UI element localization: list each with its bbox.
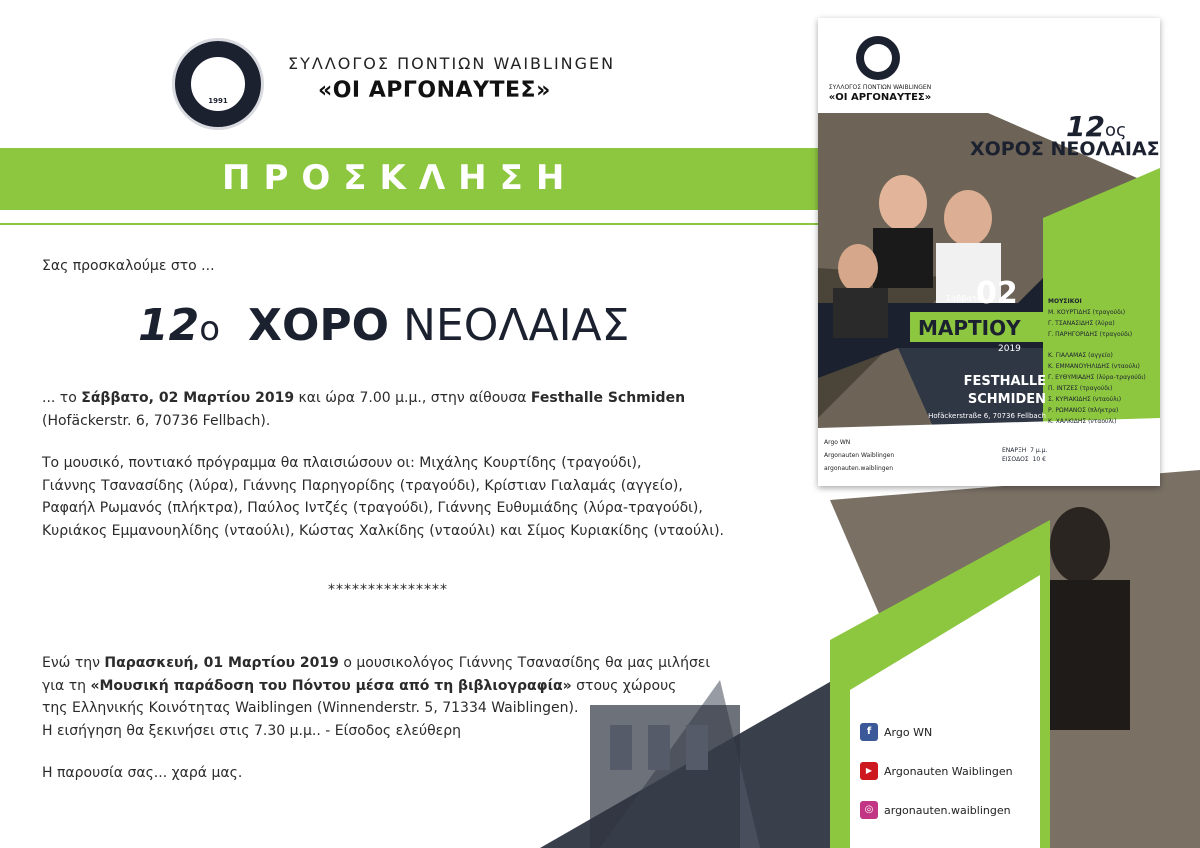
p3-topic: «Μουσική παράδοση του Πόντου μέσα από τη βιβλιογραφία» [90, 677, 572, 694]
poster-musician: Κ. ΧΑΛΚΙΔΗΣ (νταούλι) [1048, 418, 1117, 425]
org-name: «ΟΙ ΑΡΓΟΝΑΥΤΕΣ» [318, 78, 551, 103]
intro-text: Σας προσκαλούμε στο ... [42, 258, 215, 274]
p3-date: Παρασκευή, 01 Μαρτίου 2019 [104, 655, 339, 671]
poster-musician: Γ. ΤΣΑΝΑΣΙΔΗΣ (λύρα) [1048, 320, 1115, 327]
event-number: 12 [138, 300, 200, 351]
facebook-icon: f [860, 723, 878, 741]
separator-stars: *************** [328, 582, 448, 598]
social-label: Argonauten Waiblingen [884, 764, 1013, 778]
poster-musician: Σ. ΚΥΡΙΑΚΙΔΗΣ (νταούλι) [1048, 396, 1122, 403]
poster-musicians [1048, 296, 1158, 427]
closing-text: Η παρουσία σας... χαρά μας. [42, 765, 243, 781]
event-poster [818, 18, 1160, 486]
poster-musician: Γ. ΕΥΘΥΜΙΑΔΗΣ (λύρα-τραγούδι) [1048, 374, 1146, 381]
banner-title: ΠΡΟΣΚΛΗΣΗ [222, 158, 578, 198]
poster-social [824, 436, 894, 475]
p3-text4: στους χώρους [571, 677, 677, 694]
poster-musicians-label: ΜΟΥΣΙΚΟΙ [1048, 298, 1082, 305]
event-title [138, 300, 629, 351]
event-details-paragraph [42, 387, 782, 432]
org-line: ΣΥΛΛΟΓΟΣ ΠΟΝΤΙΩΝ WAIBLINGEN [288, 54, 616, 73]
poster-venue2: SCHMIDEN [967, 392, 1046, 407]
ship-emblem [189, 55, 247, 113]
social-label: argonauten.waiblingen [884, 803, 1011, 817]
p1-venue: Festhalle Schmiden [530, 390, 686, 406]
poster-org-line: ΣΥΛΛΟΓΟΣ ΠΟΝΤΙΩΝ WAIBLINGEN [828, 84, 932, 91]
poster-musician: Κ. ΕΜΜΑΝΟΥΗΛΙΔΗΣ (νταούλι) [1048, 363, 1140, 370]
social-label: Argo WN [884, 725, 933, 739]
poster-social-item: Argo WN [824, 439, 851, 446]
p2-line: Κυριάκος Εμμανουηλίδης (νταούλι), Κώστας Χαλκίδης (νταούλι) και Σίμος Κυριακίδης (νταούλι). [42, 522, 724, 539]
instagram-icon: ◎ [860, 801, 878, 819]
youtube-icon: ▶ [860, 762, 878, 780]
poster-start-label: ΕΝΑΡΞΗ [1002, 447, 1027, 454]
logo-year: 1991 [208, 97, 228, 105]
poster-num: 12 [1066, 110, 1105, 143]
event-word1: ΧΟΡΟ [248, 300, 390, 351]
poster-social-item: argonauten.waiblingen [824, 465, 894, 472]
poster-musician: Κ. ΓΙΑΛΑΜΑΣ (αγγείο) [1048, 352, 1113, 359]
poster-num-suffix: ος [1104, 120, 1127, 141]
p1-text1: ... το [42, 390, 82, 406]
social-facebook[interactable] [860, 723, 932, 741]
poster-month: ΜΑΡΤΙΟΥ [918, 316, 1021, 340]
poster-social-item: Argonauten Waiblingen [824, 452, 895, 459]
poster-venue1: FESTHALLE [963, 374, 1046, 389]
social-instagram[interactable] [860, 801, 1011, 819]
banner-underline [0, 223, 900, 225]
p3-text1: Ενώ την [42, 655, 105, 671]
poster-day: Σάββατο [946, 294, 982, 303]
poster-title: ΧΟΡΟΣ ΝΕΟΛΑΙΑΣ [970, 138, 1160, 160]
poster-musician: Γ. ΠΑΡΗΓΟΡΙΔΗΣ (τραγούδι) [1048, 331, 1133, 338]
p2-line: Ραφαήλ Ρωμανός (πλήκτρα), Παύλος Ιντζές (τραγούδι), Γιάννης Ευθυμιάδης (λύρα-τραγούδι), [42, 500, 703, 516]
poster-start-value: 7 μ.μ. [1030, 447, 1048, 454]
event-word2: ΝΕΟΛΑΙΑΣ [403, 300, 630, 351]
event-number-suffix: ο [199, 309, 221, 349]
poster-year: 2019 [998, 344, 1021, 354]
lecture-paragraph [42, 652, 802, 742]
p1-text2: και ώρα 7.00 μ.μ., στην αίθουσα [294, 390, 531, 406]
poster-start-entry [1002, 446, 1047, 464]
p3-text2: ο μουσικολόγος Γιάννης Τσανασίδης θα μας μιλήσει [338, 655, 711, 671]
p3-text3: για τη [42, 677, 91, 694]
poster-entry-label: ΕΙΣΟΔΟΣ [1002, 456, 1029, 463]
poster-musician: Ρ. ΡΩΜΑΝΟΣ (πλήκτρα) [1048, 407, 1119, 414]
club-logo [172, 38, 264, 130]
p1-date: Σάββατο, 02 Μαρτίου 2019 [81, 390, 295, 406]
poster-entry-value: 10 € [1032, 456, 1046, 463]
p1-address: (Hofäckerstr. 6, 70736 Fellbach). [42, 412, 271, 429]
social-youtube[interactable] [860, 762, 1013, 780]
poster-address: Hofäckerstraße 6, 70736 Fellbach [928, 412, 1046, 420]
poster-org-name: «ΟΙ ΑΡΓΟΝΑΥΤΕΣ» [828, 92, 932, 103]
p3-line3: της Ελληνικής Κοινότητας Waiblingen (Winnenderstr. 5, 71334 Waiblingen). [42, 700, 579, 716]
p2-line: Το μουσικό, ποντιακό πρόγραμμα θα πλαισιώσουν οι: Μιχάλης Κουρτίδης (τραγούδι), [42, 455, 642, 471]
poster-date: 02 [976, 276, 1018, 311]
p2-line: Γιάννης Τσανασίδης (λύρα), Γιάννης Παρηγορίδης (τραγούδι), Κρίστιαν Γιαλαμάς (αγγείο), [42, 477, 683, 494]
program-paragraph [42, 452, 822, 542]
p3-line4: Η εισήγηση θα ξεκινήσει στις 7.30 μ.μ.. - Είσοδος ελεύθερη [42, 722, 461, 739]
poster-musician: Μ. ΚΟΥΡΤΙΔΗΣ (τραγούδι) [1048, 309, 1126, 316]
poster-musician: Π. ΙΝΤΖΕΣ (τραγούδι) [1048, 385, 1113, 392]
